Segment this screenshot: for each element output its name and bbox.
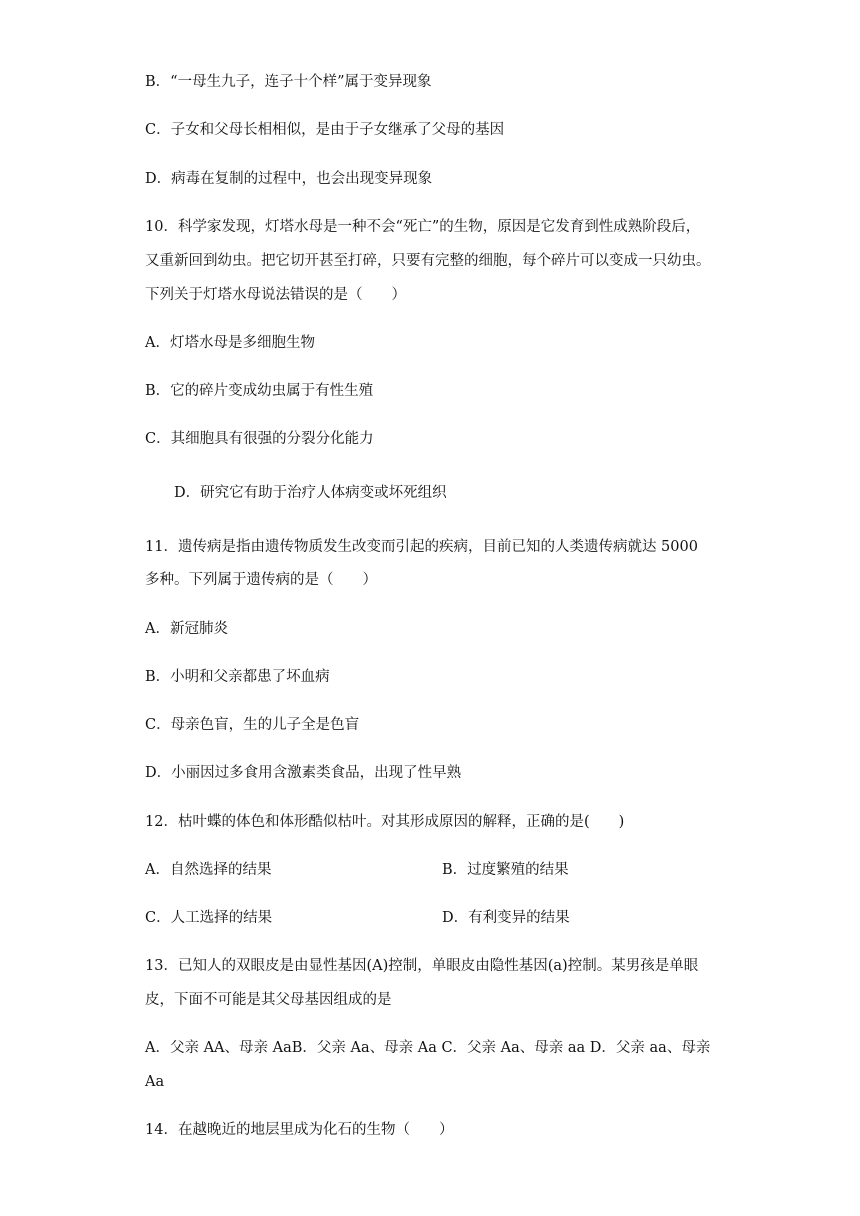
q11-option-d: D．小丽因过多食用含激素类食品，出现了性早熟 bbox=[145, 765, 462, 781]
q10-option-b: B．它的碎片变成幼虫属于有性生殖 bbox=[145, 383, 374, 399]
q10-option-c: C．其细胞具有很强的分裂分化能力 bbox=[145, 431, 374, 447]
q11-stem-line-2: 多种。下列属于遗传病的是（ ） bbox=[145, 572, 377, 588]
q11-option-b: B．小明和父亲都患了坏血病 bbox=[145, 669, 330, 685]
q10-stem-line-1: 10．科学家发现，灯塔水母是一种不会“死亡”的生物，原因是它发育到性成熟阶段后， bbox=[145, 219, 701, 235]
q11-stem-line-1: 11．遗传病是指由遗传物质发生改变而引起的疾病，目前已知的人类遗传病就达 5000 bbox=[145, 539, 698, 555]
q12-option-b: B．过度繁殖的结果 bbox=[442, 862, 569, 878]
q11-option-a: A．新冠肺炎 bbox=[145, 621, 228, 637]
q12-stem: 12．枯叶蝶的体色和体形酷似枯叶。对其形成原因的解释，正确的是( ) bbox=[145, 814, 625, 830]
q10-option-a: A．灯塔水母是多细胞生物 bbox=[145, 335, 315, 351]
q10-stem-line-3: 下列关于灯塔水母说法错误的是（ ） bbox=[145, 287, 406, 303]
q13-stem-line-2: 皮，下面不可能是其父母基因组成的是 bbox=[145, 992, 392, 1008]
q12-option-a: A．自然选择的结果 bbox=[145, 862, 272, 878]
q9-option-b: B．“一母生九子，连子十个样”属于变异现象 bbox=[145, 74, 432, 90]
q13-options-line-1: A．父亲 AA、母亲 AaB．父亲 Aa、母亲 Aa C．父亲 Aa、母亲 aa D．父亲 aa、母亲 bbox=[145, 1040, 711, 1056]
q10-option-d: D．研究它有助于治疗人体病变或坏死组织 bbox=[174, 485, 447, 501]
q13-options-line-2: Aa bbox=[145, 1074, 165, 1090]
q10-stem-line-2: 又重新回到幼虫。把它切开甚至打碎，只要有完整的细胞，每个碎片可以变成一只幼虫。 bbox=[145, 253, 711, 269]
q12-option-d: D．有利变异的结果 bbox=[442, 910, 570, 926]
q14-stem: 14．在越晚近的地层里成为化石的生物（ ） bbox=[145, 1122, 454, 1138]
q13-stem-line-1: 13．已知人的双眼皮是由显性基因(A)控制，单眼皮由隐性基因(a)控制。某男孩是单眼 bbox=[145, 958, 699, 974]
q9-option-d: D．病毒在复制的过程中，也会出现变异现象 bbox=[145, 171, 433, 187]
q11-option-c: C．母亲色盲，生的儿子全是色盲 bbox=[145, 717, 360, 733]
q12-option-c: C．人工选择的结果 bbox=[145, 910, 273, 926]
q9-option-c: C．子女和父母长相相似，是由于子女继承了父母的基因 bbox=[145, 122, 505, 138]
